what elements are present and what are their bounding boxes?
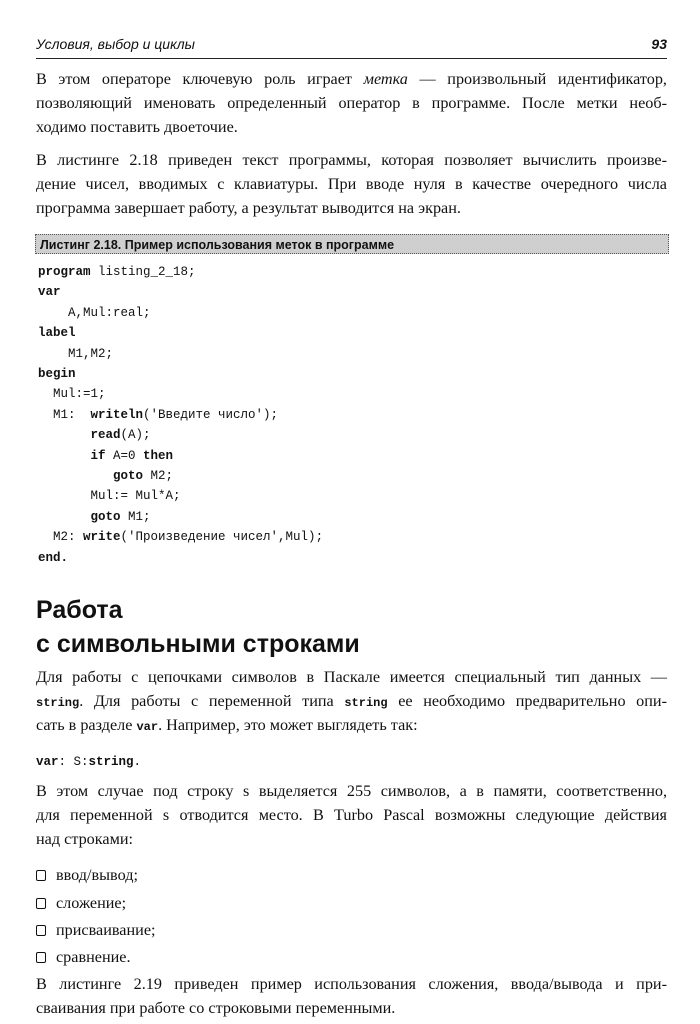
code-text: M2: [38,530,84,545]
code-example [36,750,667,774]
code-keyword: if [90,448,106,463]
code-line [38,486,181,506]
paragraph-line [36,689,667,715]
code-term: string [36,696,80,710]
chapter-title: Условия, выбор и циклы [36,36,195,52]
paragraph-line: для переменной s отводится место. В Turbo Pascal возможны следующие действия [36,806,667,824]
code-line [38,446,173,466]
list-item-text: сравнение. [56,948,131,966]
list-item [36,945,667,969]
list-item [36,891,667,915]
code-line [38,548,68,568]
text: . Для работы с переменной типа [79,692,345,710]
code-line [38,282,61,302]
paragraph-line: дение чисел, вводимых с клавиатуры. При вводе нуля в качестве очередного числа [36,175,667,193]
paragraph-line: ходимо поставить двоеточие. [36,118,238,136]
code-keyword: goto [90,509,121,524]
code-keyword: label [38,326,76,341]
list-item-text: присваивание; [56,921,156,939]
code-line [38,527,323,547]
code-line [38,303,151,323]
running-header [36,36,667,59]
square-bullet-icon [36,952,46,963]
paragraph-line: позволяющий именовать определенный оператор в программе. После метки необ- [36,94,667,112]
list-item [36,863,667,887]
code-text: listing_2_18; [90,265,196,279]
text: : S: [58,755,89,769]
paragraph-line: В листинге 2.19 приведен пример использования сложения, ввода/вывода и при- [36,975,667,993]
code-text: A=0 [105,448,144,463]
code-term: var [136,720,159,734]
list-item [36,918,667,942]
code-text: M1: [38,407,91,422]
code-text: M1,M2; [38,346,114,361]
code-keyword: read [90,428,121,443]
listing-caption: Листинг 2.18. Пример использования меток в программе [35,234,669,254]
code-text: M2; [143,469,174,483]
paragraph-line: над строками: [36,830,133,848]
code-text: ('Произведение чисел',Mul); [120,530,324,545]
code-line [38,323,76,343]
text: . Например, это может выглядеть так: [158,716,418,734]
code-text: A,Mul:real; [38,305,151,320]
code-text: (A); [120,428,151,443]
code-text: M1; [120,509,151,524]
page-number: 93 [651,36,667,52]
code-text: Mul:=1; [38,387,106,402]
paragraph-line: В листинге 2.18 приведен текст программы, которая позволяет вычислить произве- [36,151,667,169]
code-line [38,364,76,384]
code-line [38,405,278,425]
code-keyword: begin [38,367,76,381]
code-keyword: var [38,285,61,300]
paragraph-line: Для работы с цепочками символов в Паскале имеется специальный тип данных — [36,668,667,686]
code-text [38,449,91,463]
keyword: var [36,755,59,769]
code-line [38,344,113,364]
text: . [133,755,142,769]
code-line [38,384,106,404]
emphasis-term: метка [363,70,408,88]
list-item-text: сложение; [56,894,127,912]
text: ее необходимо предварительно опи- [387,692,667,710]
code-keyword: then [143,448,174,463]
code-line [38,507,151,527]
text: В этом операторе ключевую роль играет [36,70,364,88]
paragraph-line [36,713,667,739]
paragraph-line: программа завершает работу, а результат выводится на экран. [36,199,461,217]
section-title-line1: Работа [36,596,123,624]
code-term: string [344,696,388,710]
code-keyword: writeln [90,407,144,422]
code-line [38,262,196,282]
list-item-text: ввод/вывод; [56,866,138,884]
code-keyword: program [38,265,91,279]
paragraph-line [36,67,667,91]
section-title-line2: с символьными строками [36,630,360,658]
code-keyword: goto [113,469,144,483]
code-line [38,425,151,445]
code-keyword: write [83,530,121,545]
paragraph-line: сваивания при работе со строковыми переменными. [36,999,396,1017]
square-bullet-icon [36,925,46,936]
paragraph-line: В этом случае под строку s выделяется 255 символов, а в памяти, соответственно, [36,782,667,800]
code-text [38,469,113,483]
square-bullet-icon [36,898,46,909]
keyword: string [88,755,134,769]
square-bullet-icon [36,870,46,881]
code-line [38,466,173,486]
code-text [38,428,91,442]
text: — произвольный идентификатор, [407,70,667,88]
code-text: ('Введите число'); [143,407,279,422]
code-text: Mul:= Mul*A; [38,489,181,504]
code-keyword: end. [38,550,69,565]
code-text [38,510,91,524]
text: сать в разделе [36,716,137,734]
